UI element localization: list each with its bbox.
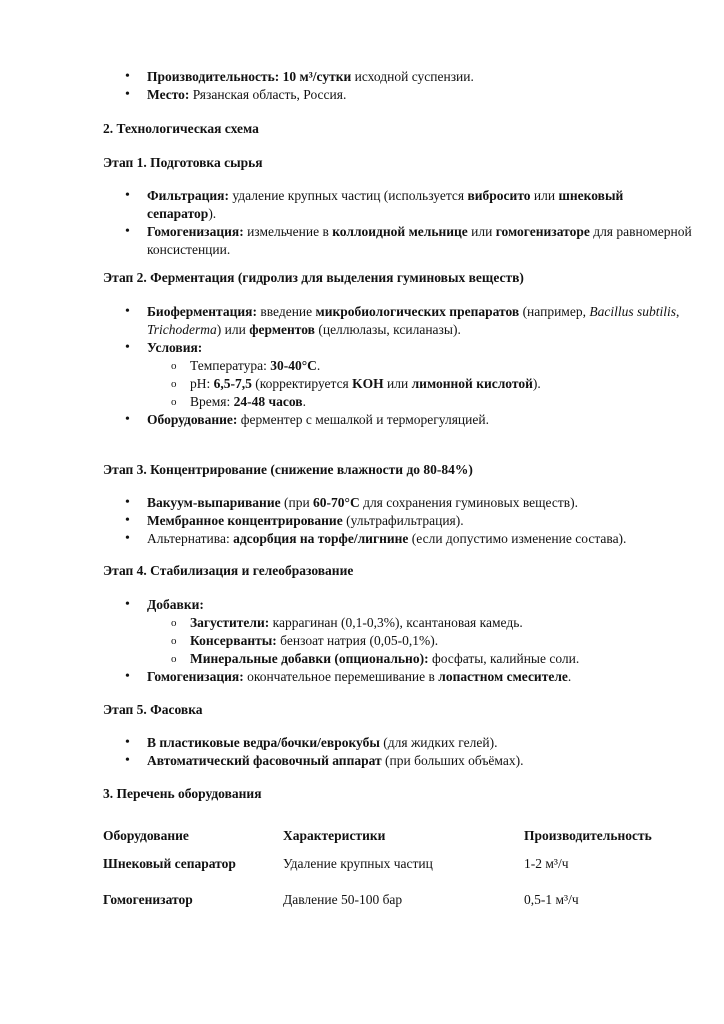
table-row: [103, 882, 703, 918]
table-cell: Шнековый сепаратор: [103, 856, 236, 871]
list-item: • Добавки: o Загустители: каррагинан (0,1-0,3%), ксантановая камедь. o Консерванты: бензоат натрия (0,05-0,1%). o Минеральные добавки (опционально): фосфаты, калийные соли.: [103, 596, 693, 668]
summary-list: [103, 68, 693, 104]
list-item: • В пластиковые ведра/бочки/еврокубы (для жидких гелей).: [103, 734, 693, 752]
stage2-list: [103, 303, 693, 429]
section-heading: 3. Перечень оборудования: [103, 786, 262, 801]
stage3-list: [103, 494, 693, 548]
list-item: • Автоматический фасовочный аппарат (при больших объёмах).: [103, 752, 693, 770]
table-cell: Удаление крупных частиц: [283, 856, 433, 871]
stage1-list: [103, 187, 693, 259]
list-item: • Место: Рязанская область, Россия.: [103, 86, 693, 104]
table-cell: 1-2 м³/ч: [524, 856, 569, 871]
stage-heading: Этап 2. Ферментация (гидролиз для выделения гуминовых веществ): [103, 270, 524, 285]
stage-heading: Этап 3. Концентрирование (снижение влажности до 80-84%): [103, 462, 473, 477]
table-row: [103, 846, 703, 882]
sub-list-item: o Консерванты: бензоат натрия (0,05-0,1%).: [103, 632, 693, 650]
sub-list-item: o Загустители: каррагинан (0,1-0,3%), ксантановая камедь.: [103, 614, 693, 632]
list-item: • Мембранное концентрирование (ультрафильтрация).: [103, 512, 693, 530]
equipment-table: [103, 826, 703, 918]
list-item: • Условия: o Температура: 30-40°C. o pH: 6,5-7,5 (корректируется KOH или лимонной кислотой). o Время: 24-48 часов.: [103, 339, 693, 411]
stage-heading: Этап 4. Стабилизация и гелеобразование: [103, 563, 354, 578]
additives-sublist: [103, 614, 693, 668]
table-header-row: [103, 826, 703, 846]
table-cell: Гомогенизатор: [103, 892, 193, 907]
list-item: • Гомогенизация: измельчение в коллоидной мельнице или гомогенизаторе для равномерной консистенции.: [103, 223, 693, 259]
list-item: • Фильтрация: удаление крупных частиц (используется вибросито или шнековый сепаратор).: [103, 187, 693, 223]
list-item: • Оборудование: ферментер с мешалкой и терморегуляцией.: [103, 411, 693, 429]
sub-list-item: o pH: 6,5-7,5 (корректируется KOH или лимонной кислотой).: [103, 375, 693, 393]
list-item: • Альтернатива: адсорбция на торфе/лигнине (если допустимо изменение состава).: [103, 530, 693, 548]
stage4-list: [103, 596, 693, 686]
sub-list-item: o Минеральные добавки (опционально): фосфаты, калийные соли.: [103, 650, 693, 668]
sub-list-item: o Время: 24-48 часов.: [103, 393, 693, 411]
conditions-sublist: [103, 357, 693, 411]
list-item: • Биоферментация: введение микробиологических препаратов (например, Bacillus subtilis, Trichoderma) или ферментов (целлюлазы, ксиланазы).: [103, 303, 693, 339]
section-heading: 2. Технологическая схема: [103, 121, 259, 136]
table-cell: Давление 50-100 бар: [283, 892, 403, 907]
stage-heading: Этап 5. Фасовка: [103, 702, 203, 717]
list-item: • Вакуум-выпаривание (при 60-70°C для сохранения гуминовых веществ).: [103, 494, 693, 512]
column-header: Характеристики: [283, 828, 386, 843]
sub-list-item: o Температура: 30-40°C.: [103, 357, 693, 375]
stage-heading: Этап 1. Подготовка сырья: [103, 155, 263, 170]
list-item: • Гомогенизация: окончательное перемешивание в лопастном смесителе.: [103, 668, 693, 686]
column-header: Производительность: [524, 828, 652, 843]
table-cell: 0,5-1 м³/ч: [524, 892, 579, 907]
stage5-list: [103, 734, 693, 770]
list-item: • Производительность: 10 м³/сутки исходной суспензии.: [103, 68, 693, 86]
column-header: Оборудование: [103, 828, 189, 843]
